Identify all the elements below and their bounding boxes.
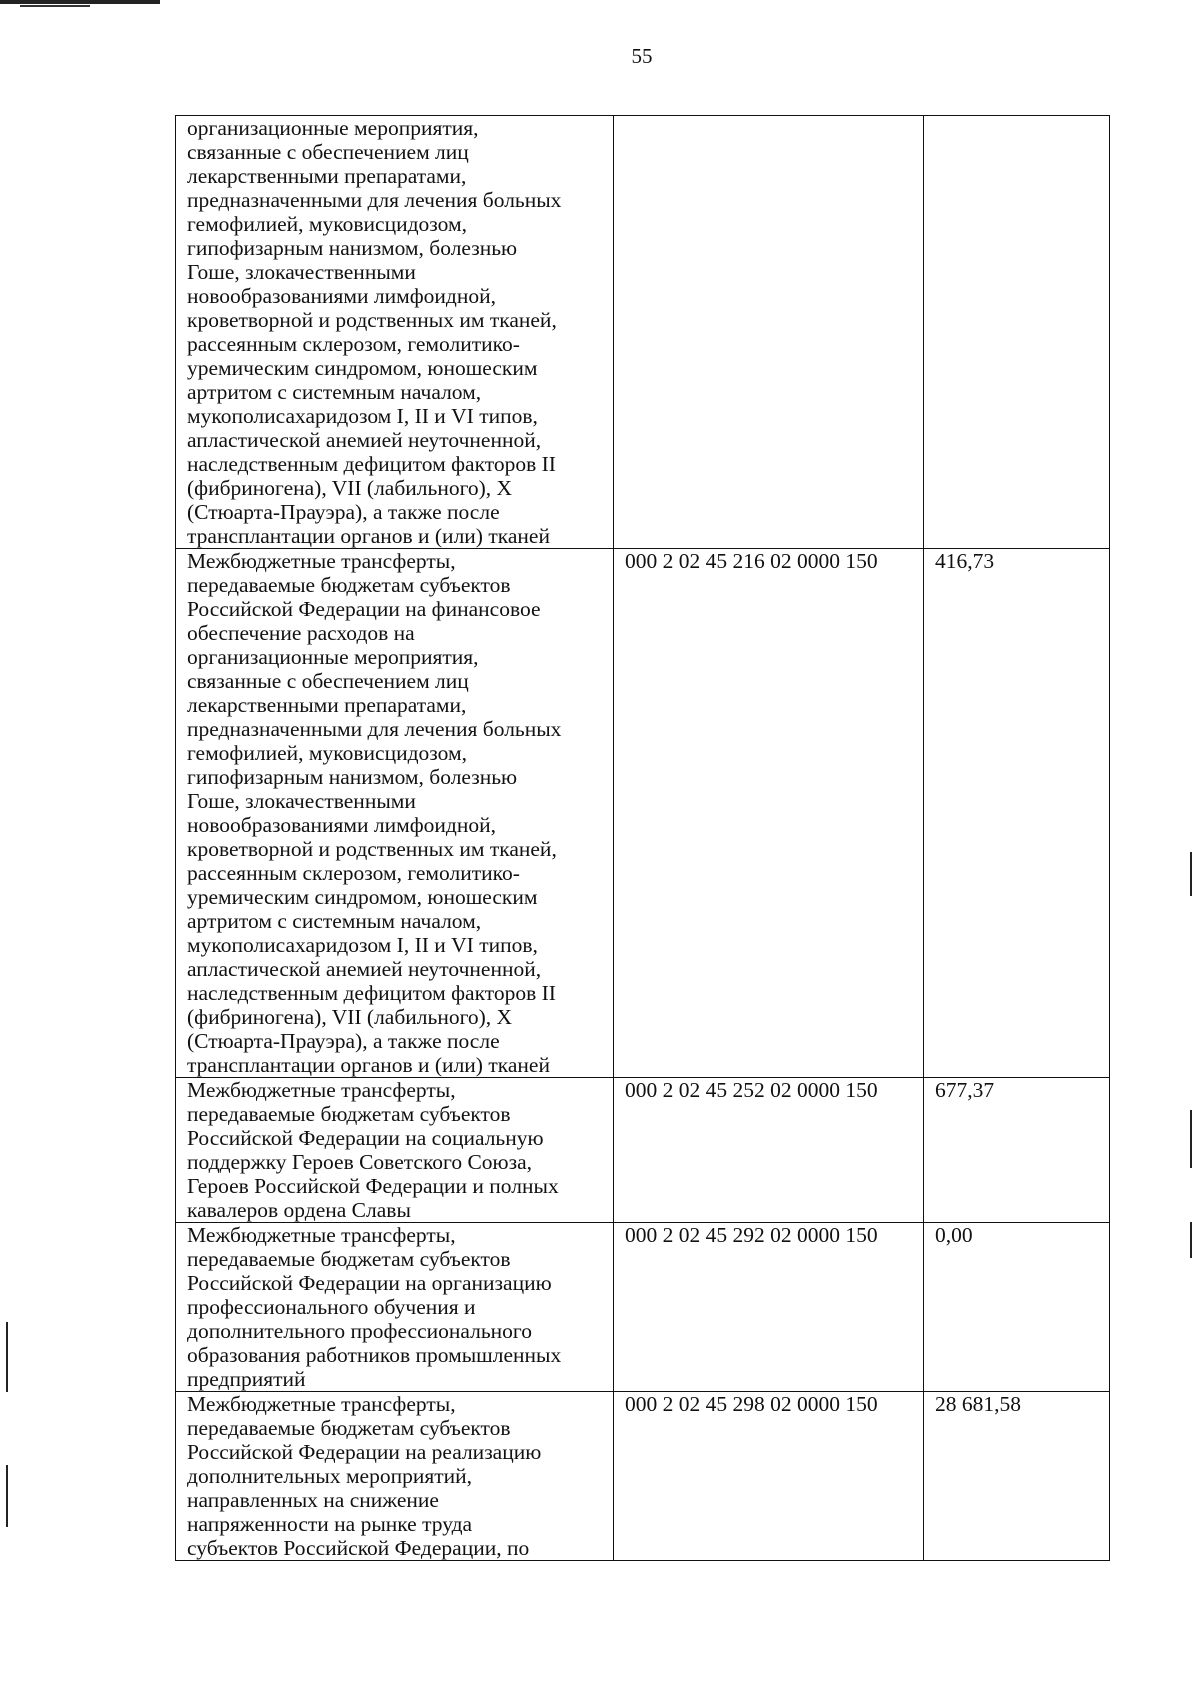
- code-cell: 000 2 02 45 292 02 0000 150: [614, 1223, 924, 1392]
- description-cell: Межбюджетные трансферты, передаваемые бюджетам субъектов Российской Федерации на финансовое обеспечение расходов на организационные мероприятия, связанные с обеспечением лиц лекарственными препаратами, предназначенными для лечения больных гемофилией, муковисцидозом, гипофизарным нанизмом, болезнью Гоше, злокачественными новообразованиями лимфоидной, кроветворной и родственных им тканей, рассеянным склерозом, гемолитико- уремическим синдромом, юношеским артритом с системным началом, мукополисахаридозом I, II и VI типов, апластической анемией неуточненной, наследственным дефицитом факторов II (фибриногена), VII (лабильного), X (Стюарта-Прауэра), а также после трансплантации органов и (или) тканей: [176, 549, 614, 1078]
- description-cell: Межбюджетные трансферты, передаваемые бюджетам субъектов Российской Федерации на социальную поддержку Героев Советского Союза, Героев Российской Федерации и полных кавалеров ордена Славы: [176, 1078, 614, 1223]
- table-row: [176, 1223, 1110, 1392]
- scan-edge-mark: [1190, 1222, 1192, 1258]
- table-row: [176, 1392, 1110, 1561]
- amount-cell: 0,00: [924, 1223, 1110, 1392]
- amount-cell: 677,37: [924, 1078, 1110, 1223]
- description-cell: Межбюджетные трансферты, передаваемые бюджетам субъектов Российской Федерации на организацию профессионального обучения и дополнительного профессионального образования работников промышленных предприятий: [176, 1223, 614, 1392]
- table-row: [176, 1078, 1110, 1223]
- code-cell: 000 2 02 45 216 02 0000 150: [614, 549, 924, 1078]
- budget-table: [175, 115, 1110, 1561]
- amount-cell: 28 681,58: [924, 1392, 1110, 1561]
- description-cell: Межбюджетные трансферты, передаваемые бюджетам субъектов Российской Федерации на реализацию дополнительных мероприятий, направленных на снижение напряженности на рынке труда субъектов Российской Федерации, по: [176, 1392, 614, 1561]
- amount-cell: [924, 116, 1110, 549]
- table-row: [176, 116, 1110, 549]
- scan-edge-mark: [1190, 852, 1192, 896]
- amount-cell: 416,73: [924, 549, 1110, 1078]
- scan-edge-mark: [1190, 1110, 1192, 1168]
- code-cell: 000 2 02 45 298 02 0000 150: [614, 1392, 924, 1561]
- scan-edge-mark: [6, 1465, 8, 1527]
- code-cell: 000 2 02 45 252 02 0000 150: [614, 1078, 924, 1223]
- scan-edge-mark: [20, 5, 90, 7]
- code-cell: [614, 116, 924, 549]
- table-row: [176, 549, 1110, 1078]
- page-number: 55: [631, 44, 653, 68]
- description-cell: организационные мероприятия, связанные с обеспечением лиц лекарственными препаратами, предназначенными для лечения больных гемофилией, муковисцидозом, гипофизарным нанизмом, болезнью Гоше, злокачественными новообразованиями лимфоидной, кроветворной и родственных им тканей, рассеянным склерозом, гемолитико- уремическим синдромом, юношеским артритом с системным началом, мукополисахаридозом I, II и VI типов, апластической анемией неуточненной, наследственным дефицитом факторов II (фибриногена), VII (лабильного), X (Стюарта-Прауэра), а также после трансплантации органов и (или) тканей: [176, 116, 614, 549]
- scan-edge-mark: [0, 0, 160, 4]
- scan-edge-mark: [6, 1322, 8, 1392]
